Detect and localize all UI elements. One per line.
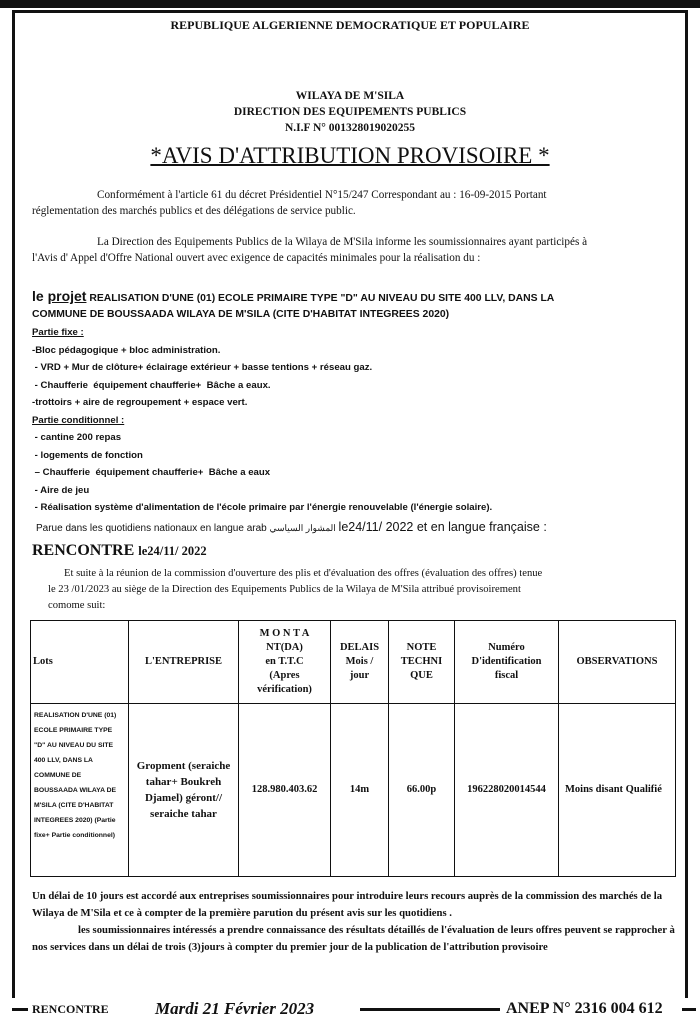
evaluation-line-2: le 23 /01/2023 au siège de la Direction des Equipements Publics de la Wilaya de M'Sila attribué provisoirement bbox=[48, 584, 521, 595]
cell-observations: Moins disant Qualifié bbox=[559, 704, 676, 877]
project-prefix: le bbox=[32, 288, 48, 304]
conditional-item: - logements de fonction bbox=[32, 449, 143, 461]
rencontre-line bbox=[32, 541, 207, 561]
cell-nif: 196228020014544 bbox=[455, 704, 559, 877]
recourse-paragraph: Un délai de 10 jours est accordé aux entreprises soumissionnaires pour introduire leurs recours auprès de la commission des marchés de la Wilaya de M'Sila et ce à compter de la première parution du présent avis sur les quotidiens . bbox=[32, 890, 663, 919]
project-title-line-1 bbox=[32, 287, 554, 308]
project-title-text: REALISATION D'UNE (01) ECOLE PRIMAIRE TYPE "D" AU NIVEAU DU SITE 400 LLV, DANS LA bbox=[86, 293, 555, 304]
header-observations: OBSERVATIONS bbox=[559, 621, 676, 704]
header-lots: Lots bbox=[31, 621, 129, 704]
header-nif: Numéro D'identification fiscal bbox=[455, 621, 559, 704]
conditional-item: - Réalisation système d'alimentation de l'école primaire par l'énergie renouvelable (l'énergie solaire). bbox=[32, 502, 493, 513]
attribution-table bbox=[30, 620, 676, 877]
project-title-line-2: COMMUNE DE BOUSSAADA WILAYA DE M'SILA (CITE D'HABITAT INTEGREES 2020) bbox=[32, 309, 450, 320]
conditional-item: – Chaufferie équipement chaufferie+ Bâche a eaux bbox=[32, 467, 271, 478]
scan-top-edge bbox=[0, 0, 700, 8]
intro-line-4: l'Avis d' Appel d'Offre National ouvert avec exigence de capacités minimales pour la réalisation du : bbox=[32, 252, 481, 264]
conditional-item: - cantine 200 repas bbox=[32, 432, 122, 443]
footer-rule bbox=[12, 1008, 28, 1011]
publication-arabic-newspaper: المشوار السياسي bbox=[269, 523, 336, 533]
fixed-item: -trottoirs + aire de regroupement + espace vert. bbox=[32, 397, 248, 408]
wilaya-heading: WILAYA DE M'SILA bbox=[295, 90, 405, 102]
header-entreprise: L'ENTREPRISE bbox=[129, 621, 239, 704]
cell-entreprise: Gropment (seraiche tahar+ Boukreh Djamel) géront// seraiche tahar bbox=[129, 704, 239, 877]
cell-note: 66.00p bbox=[389, 704, 455, 877]
nif-heading: N.I.F N° 001328019020255 bbox=[284, 122, 416, 134]
conditional-item: - Aire de jeu bbox=[32, 484, 90, 496]
cell-delais: 14m bbox=[331, 704, 389, 877]
evaluation-line-3: comome suit: bbox=[48, 600, 106, 611]
republic-heading: REPUBLIQUE ALGERIENNE DEMOCRATIQUE ET POPULAIRE bbox=[170, 18, 530, 32]
header-note: NOTE TECHNI QUE bbox=[389, 621, 455, 704]
evaluation-line-1: Et suite à la réunion de la commission d'ouverture des plis et d'évaluation des offres (évaluation des offres) tenue bbox=[64, 568, 543, 579]
publication-line bbox=[36, 519, 547, 537]
results-paragraph: les soumissionnaires intéressés a prendre connaissance des résultats détaillés de l'évaluation de leurs offres peuvent se rapprocher à nos services dans un délai de trois (3)jours à compter du premier jour de la publication de l'attribution provisoire bbox=[32, 924, 675, 953]
cell-montant: 128.980.403.62 bbox=[239, 704, 331, 877]
newspaper-footer bbox=[0, 998, 700, 1024]
fixed-part-heading: Partie fixe : bbox=[32, 327, 84, 338]
notice-title bbox=[0, 143, 700, 169]
intro-line-1: Conformément à l'article 61 du décret Présidentiel N°15/247 Correspondant au : 16-09-2015 Portant bbox=[97, 189, 547, 201]
intro-line-3: La Direction des Equipements Publics de la Wilaya de M'Sila informe les soumissionnaires ayant participés à bbox=[97, 236, 588, 248]
rencontre-date: le24/11/ 2022 bbox=[138, 544, 207, 558]
table-header-row bbox=[31, 621, 676, 704]
footer-rule bbox=[682, 1008, 696, 1011]
intro-line-2: réglementation des marchés publics et des délégations de service public. bbox=[32, 205, 356, 217]
header-montant: M O N T A NT(DA) en T.T.C (Apres vérification) bbox=[239, 621, 331, 704]
fixed-item: - VRD + Mur de clôture+ éclairage extérieur + basse tentions + réseau gaz. bbox=[32, 362, 373, 373]
fixed-item: - Chaufferie équipement chaufferie+ Bâche a eaux. bbox=[32, 379, 271, 391]
project-label: projet bbox=[47, 288, 87, 304]
project-details bbox=[32, 324, 492, 517]
cell-lot: REALISATION D'UNE (01) ECOLE PRIMAIRE TYPE "D" AU NIVEAU DU SITE 400 LLV, DANS LA COMMUNE DE BOUSSAADA WILAYA DE M'SILA (CITE D'HABITAT INTEGREES 2020) (Partie fixe+ Partie conditionnel) bbox=[31, 704, 129, 877]
conditional-part-heading: Partie conditionnel : bbox=[32, 414, 125, 426]
rencontre-name: RENCONTRE bbox=[32, 542, 135, 559]
publication-suffix: le24/11/ 2022 et en langue française : bbox=[338, 520, 547, 534]
footer-anep-number: ANEP N° 2316 004 612 bbox=[506, 1000, 663, 1017]
publication-prefix: Parue dans les quotidiens nationaux en langue arab bbox=[36, 523, 267, 534]
direction-heading: DIRECTION DES EQUIPEMENTS PUBLICS bbox=[233, 106, 467, 118]
footer-newspaper-name: RENCONTRE bbox=[32, 1002, 109, 1016]
footer-rule bbox=[360, 1008, 500, 1011]
table-row bbox=[31, 704, 676, 877]
fixed-item: -Bloc pédagogique + bloc administration. bbox=[32, 344, 221, 356]
footer-date: Mardi 21 Février 2023 bbox=[155, 999, 315, 1018]
closing-section bbox=[32, 888, 678, 956]
header-delais: DELAIS Mois / jour bbox=[331, 621, 389, 704]
notice-title-text: *AVIS D'ATTRIBUTION PROVISOIRE * bbox=[150, 143, 550, 168]
